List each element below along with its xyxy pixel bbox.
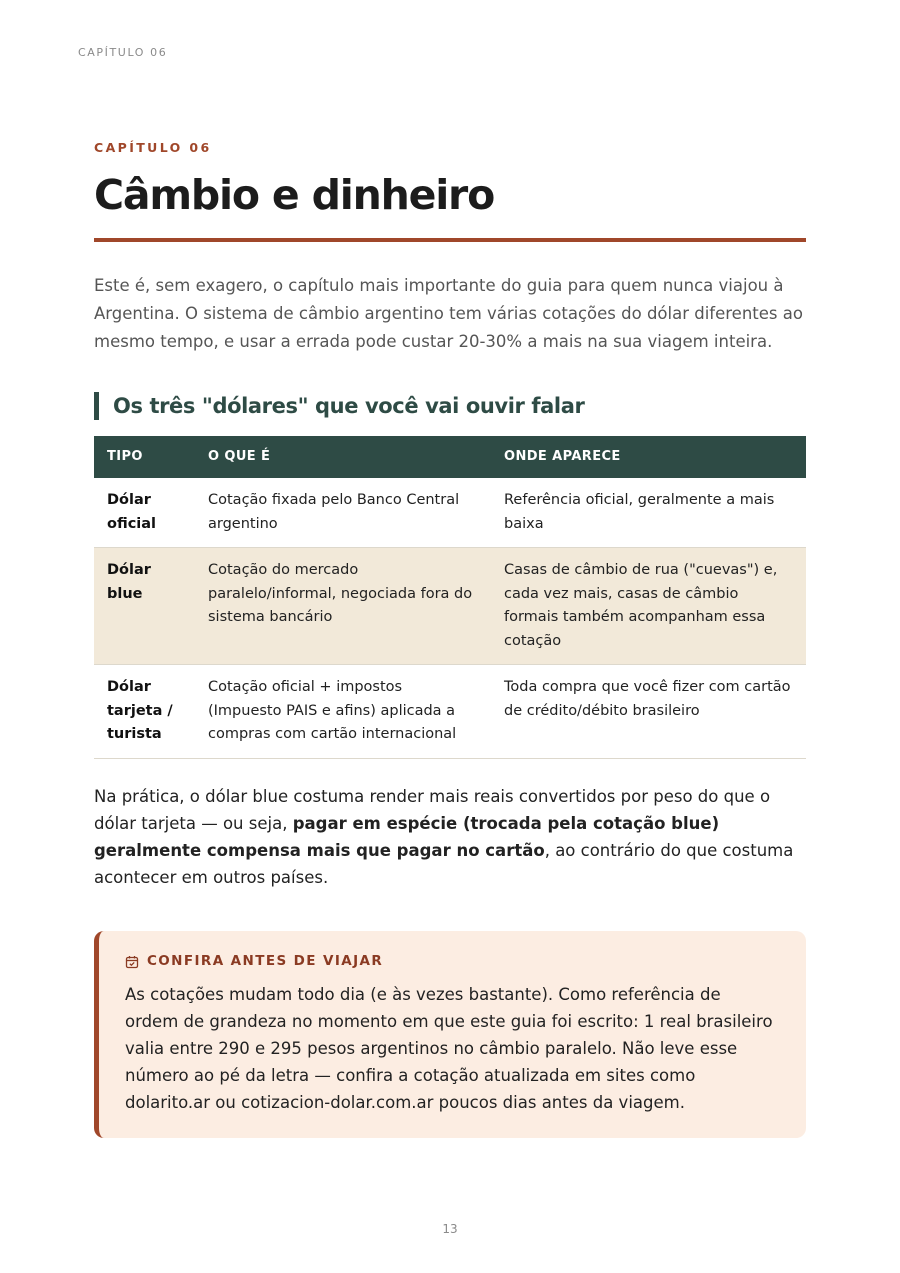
table-cell-where: Referência oficial, geralmente a mais baixa <box>491 478 806 548</box>
page-title: Câmbio e dinheiro <box>94 171 495 219</box>
table-row <box>94 665 806 759</box>
section-heading: Os três "dólares" que você vai ouvir falar <box>94 392 806 420</box>
table-cell-type: Dólar oficial <box>94 478 195 548</box>
page-number: 13 <box>442 1222 458 1236</box>
chapter-eyebrow: CAPÍTULO 06 <box>94 140 212 155</box>
table-cell-where: Toda compra que você fizer com cartão de crédito/débito brasileiro <box>491 665 806 759</box>
chapter-content <box>94 140 806 1138</box>
column-header-type: TIPO <box>94 436 195 478</box>
callout-header <box>125 953 776 969</box>
title-divider <box>94 238 806 242</box>
table-cell-where: Casas de câmbio de rua ("cuevas") e, cada vez mais, casas de câmbio formais também acompanham essa cotação <box>491 548 806 665</box>
calendar-check-icon <box>125 954 139 968</box>
table-cell-what: Cotação oficial + impostos (Impuesto PAIS e afins) aplicada a compras com cartão internacional <box>195 665 491 759</box>
lead-paragraph: Este é, sem exagero, o capítulo mais importante do guia para quem nunca viajou à Argentina. O sistema de câmbio argentino tem várias cotações do dólar diferentes ao mesmo tempo, e usar a errada pode custar 20-30% a mais na sua viagem inteira. <box>94 276 803 351</box>
column-header-where: ONDE APARECE <box>491 436 806 478</box>
callout-box <box>94 931 806 1138</box>
callout-title: CONFIRA ANTES DE VIAJAR <box>147 952 384 969</box>
table-row <box>94 548 806 665</box>
practice-paragraph <box>94 783 806 891</box>
table-cell-type: Dólar tarjeta / turista <box>94 665 195 759</box>
practice-text-before: Na prática, o dólar blue costuma render mais reais convertidos por peso do que o dólar tarjeta — ou seja, <box>94 786 771 833</box>
column-header-what: O QUE É <box>195 436 491 478</box>
practice-text-after: , ao contrário do que costuma acontecer em outros países. <box>94 840 794 887</box>
table-cell-what: Cotação fixada pelo Banco Central argentino <box>195 478 491 548</box>
practice-text-emphasis: pagar em espécie (trocada pela cotação blue) geralmente compensa mais que pagar no cartão <box>94 813 720 860</box>
exchange-rates-table <box>94 436 806 759</box>
table-row <box>94 478 806 548</box>
table-header-row <box>94 436 806 478</box>
table-cell-type: Dólar blue <box>94 548 195 665</box>
callout-text: As cotações mudam todo dia (e às vezes bastante). Como referência de ordem de grandeza no momento em que este guia foi escrito: 1 real brasileiro valia entre 290 e 295 pesos argentinos no câmbio paralelo. Não leve esse número ao pé da letra — confira a cotação atualizada em sites como dolarito.ar ou cotizacion-dolar.com.ar poucos dias antes da viagem. <box>125 984 773 1112</box>
running-header: CAPÍTULO 06 <box>78 46 168 59</box>
table-cell-what: Cotação do mercado paralelo/informal, negociada fora do sistema bancário <box>195 548 491 665</box>
